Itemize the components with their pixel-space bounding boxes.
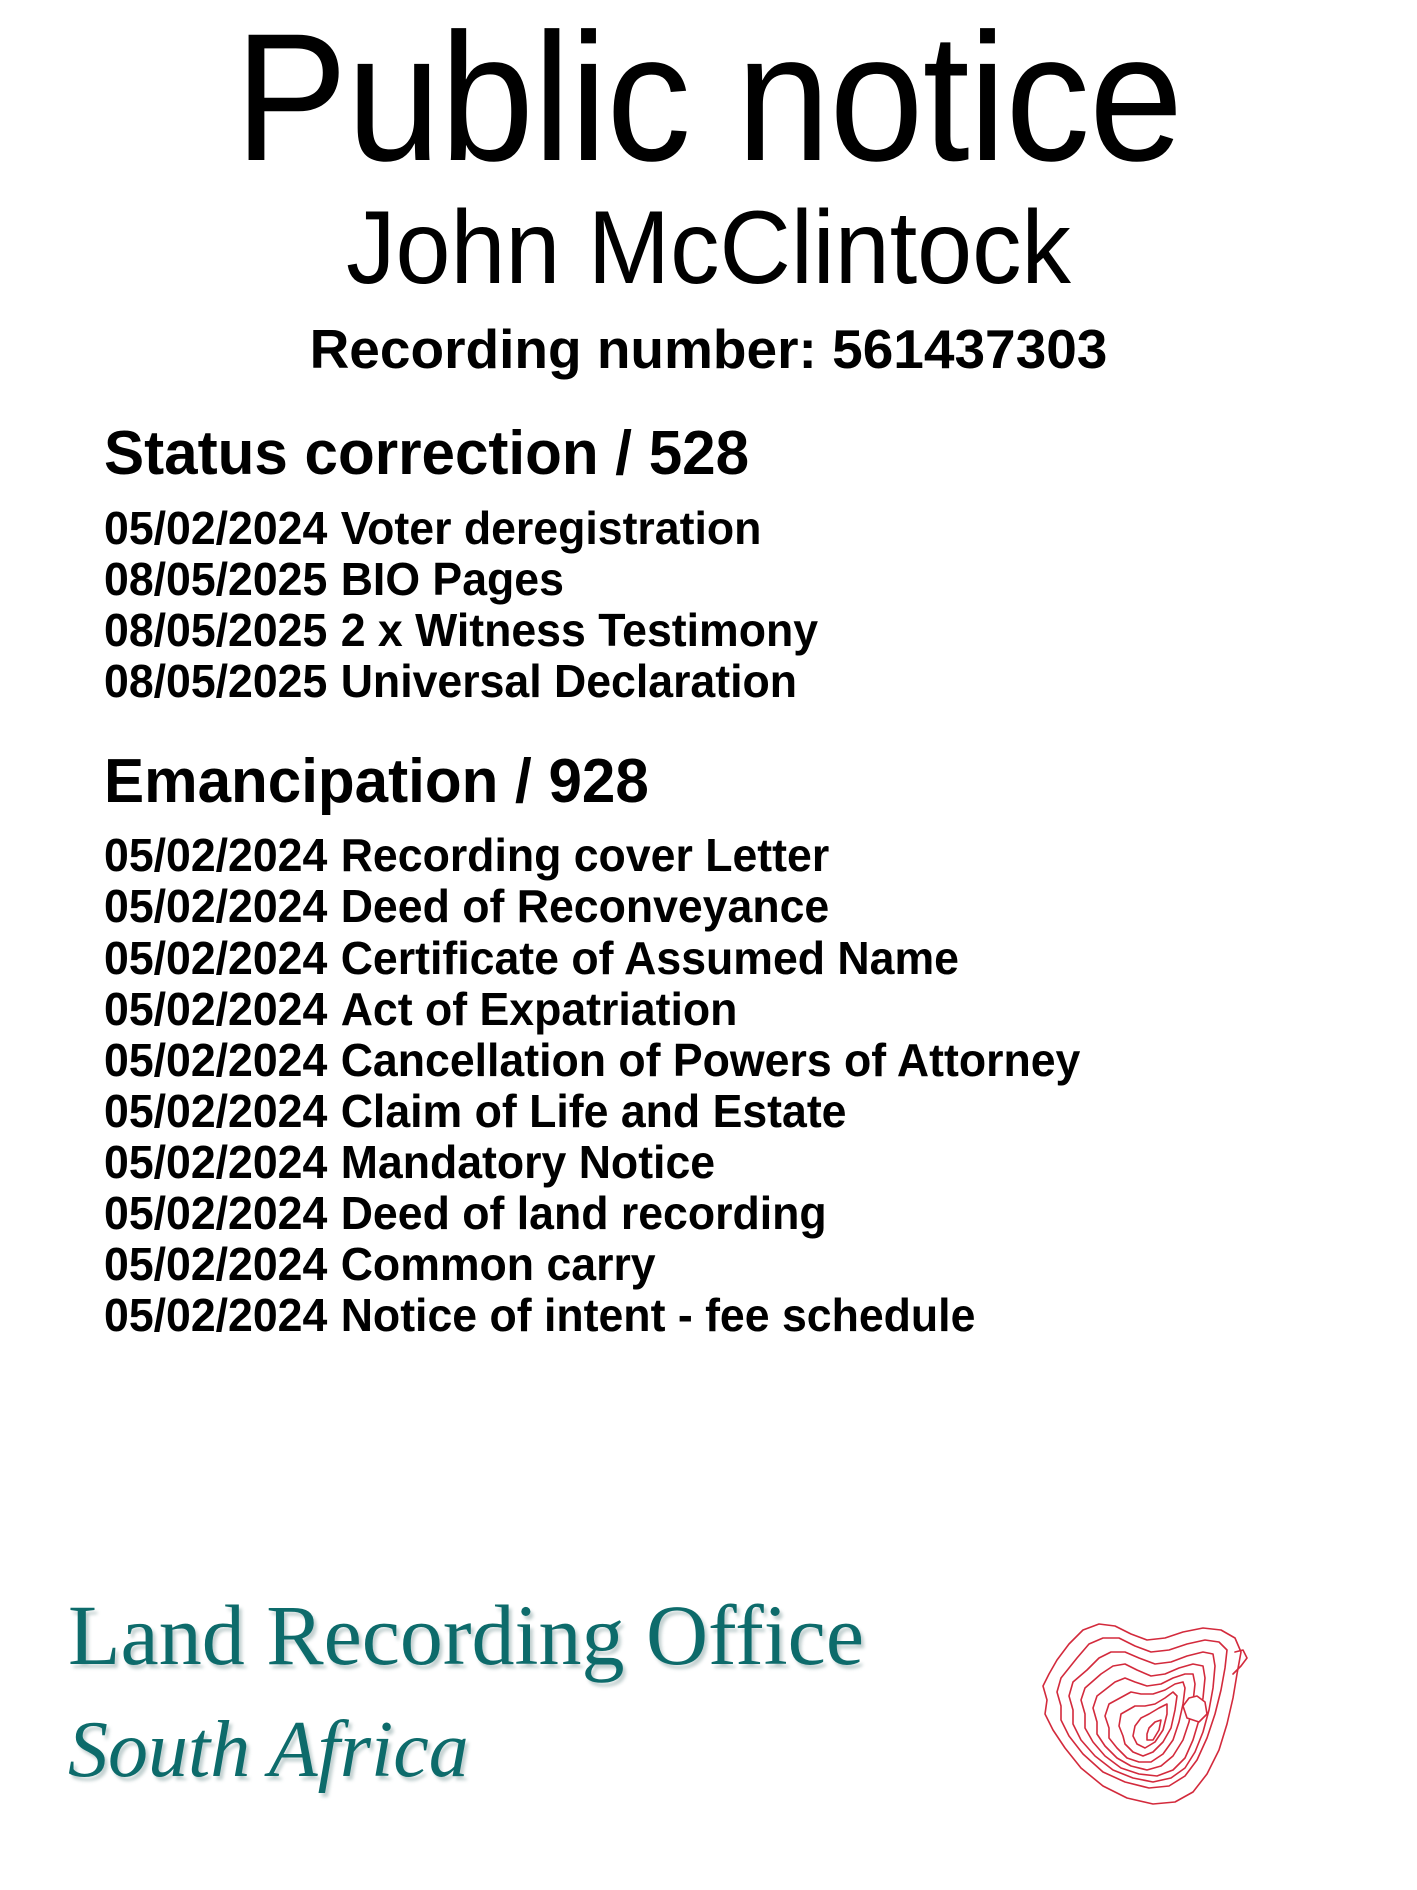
entry-date: 08/05/2025 — [104, 603, 328, 656]
headline-block — [0, 0, 1417, 381]
entry-list-status-correction — [104, 503, 1377, 707]
list-item — [104, 1137, 1339, 1188]
footer-logo — [0, 1587, 1417, 1872]
entry-date: 05/02/2024 — [104, 501, 328, 554]
organization-logo-text — [68, 1587, 948, 1794]
list-item — [104, 830, 1339, 881]
list-item — [104, 1290, 1339, 1341]
entry-label: Cancellation of Powers of Attorney — [340, 1033, 1081, 1086]
entry-label: 2 x Witness Testimony — [340, 603, 819, 656]
entry-date: 05/02/2024 — [104, 931, 328, 984]
list-item — [104, 605, 1339, 656]
section-status-correction — [104, 419, 1377, 707]
section-heading-status-correction: Status correction / 528 — [104, 419, 750, 489]
list-item — [104, 1239, 1339, 1290]
list-item — [104, 1035, 1339, 1086]
entry-date: 05/02/2024 — [104, 1135, 328, 1188]
entry-label: Deed of Reconveyance — [340, 880, 830, 933]
organization-country: South Africa — [68, 1706, 469, 1794]
entry-label: Voter deregistration — [340, 501, 762, 554]
entry-label: Recording cover Letter — [340, 829, 830, 882]
section-heading-emancipation: Emancipation / 928 — [104, 746, 649, 816]
list-item — [104, 881, 1339, 932]
entry-date: 08/05/2025 — [104, 654, 328, 707]
entry-label: Notice of intent - fee schedule — [340, 1288, 976, 1341]
entry-label: Deed of land recording — [340, 1186, 827, 1239]
entry-date: 05/02/2024 — [104, 982, 328, 1035]
entry-date: 05/02/2024 — [104, 1186, 328, 1239]
list-item — [104, 984, 1339, 1035]
entry-date: 05/02/2024 — [104, 1033, 328, 1086]
recording-number: Recording number: 561437303 — [309, 318, 1108, 381]
organization-name: Land Recording Office — [68, 1587, 865, 1683]
entry-label: Mandatory Notice — [340, 1135, 716, 1188]
sections-container — [0, 419, 1417, 1341]
person-name: John McClintock — [346, 190, 1071, 307]
entry-date: 08/05/2025 — [104, 552, 328, 605]
page-title: Public notice — [234, 0, 1183, 199]
entry-label: Claim of Life and Estate — [340, 1084, 847, 1137]
entry-date: 05/02/2024 — [104, 1288, 328, 1341]
section-emancipation — [104, 747, 1377, 1341]
list-item — [104, 656, 1339, 707]
entry-label: Common carry — [340, 1237, 656, 1290]
entry-date: 05/02/2024 — [104, 829, 328, 882]
list-item — [104, 933, 1339, 984]
entry-date: 05/02/2024 — [104, 1237, 328, 1290]
entry-date: 05/02/2024 — [104, 1084, 328, 1137]
entry-label: Act of Expatriation — [340, 982, 738, 1035]
list-item — [104, 554, 1339, 605]
entry-label: Certificate of Assumed Name — [340, 931, 959, 984]
entry-list-emancipation — [104, 830, 1377, 1340]
entry-date: 05/02/2024 — [104, 880, 328, 933]
list-item — [104, 1188, 1339, 1239]
list-item — [104, 1086, 1339, 1137]
entry-label: Universal Declaration — [340, 654, 798, 707]
entry-label: BIO Pages — [340, 552, 564, 605]
south-africa-map-fingerprint-icon — [1007, 1582, 1267, 1832]
list-item — [104, 503, 1339, 554]
